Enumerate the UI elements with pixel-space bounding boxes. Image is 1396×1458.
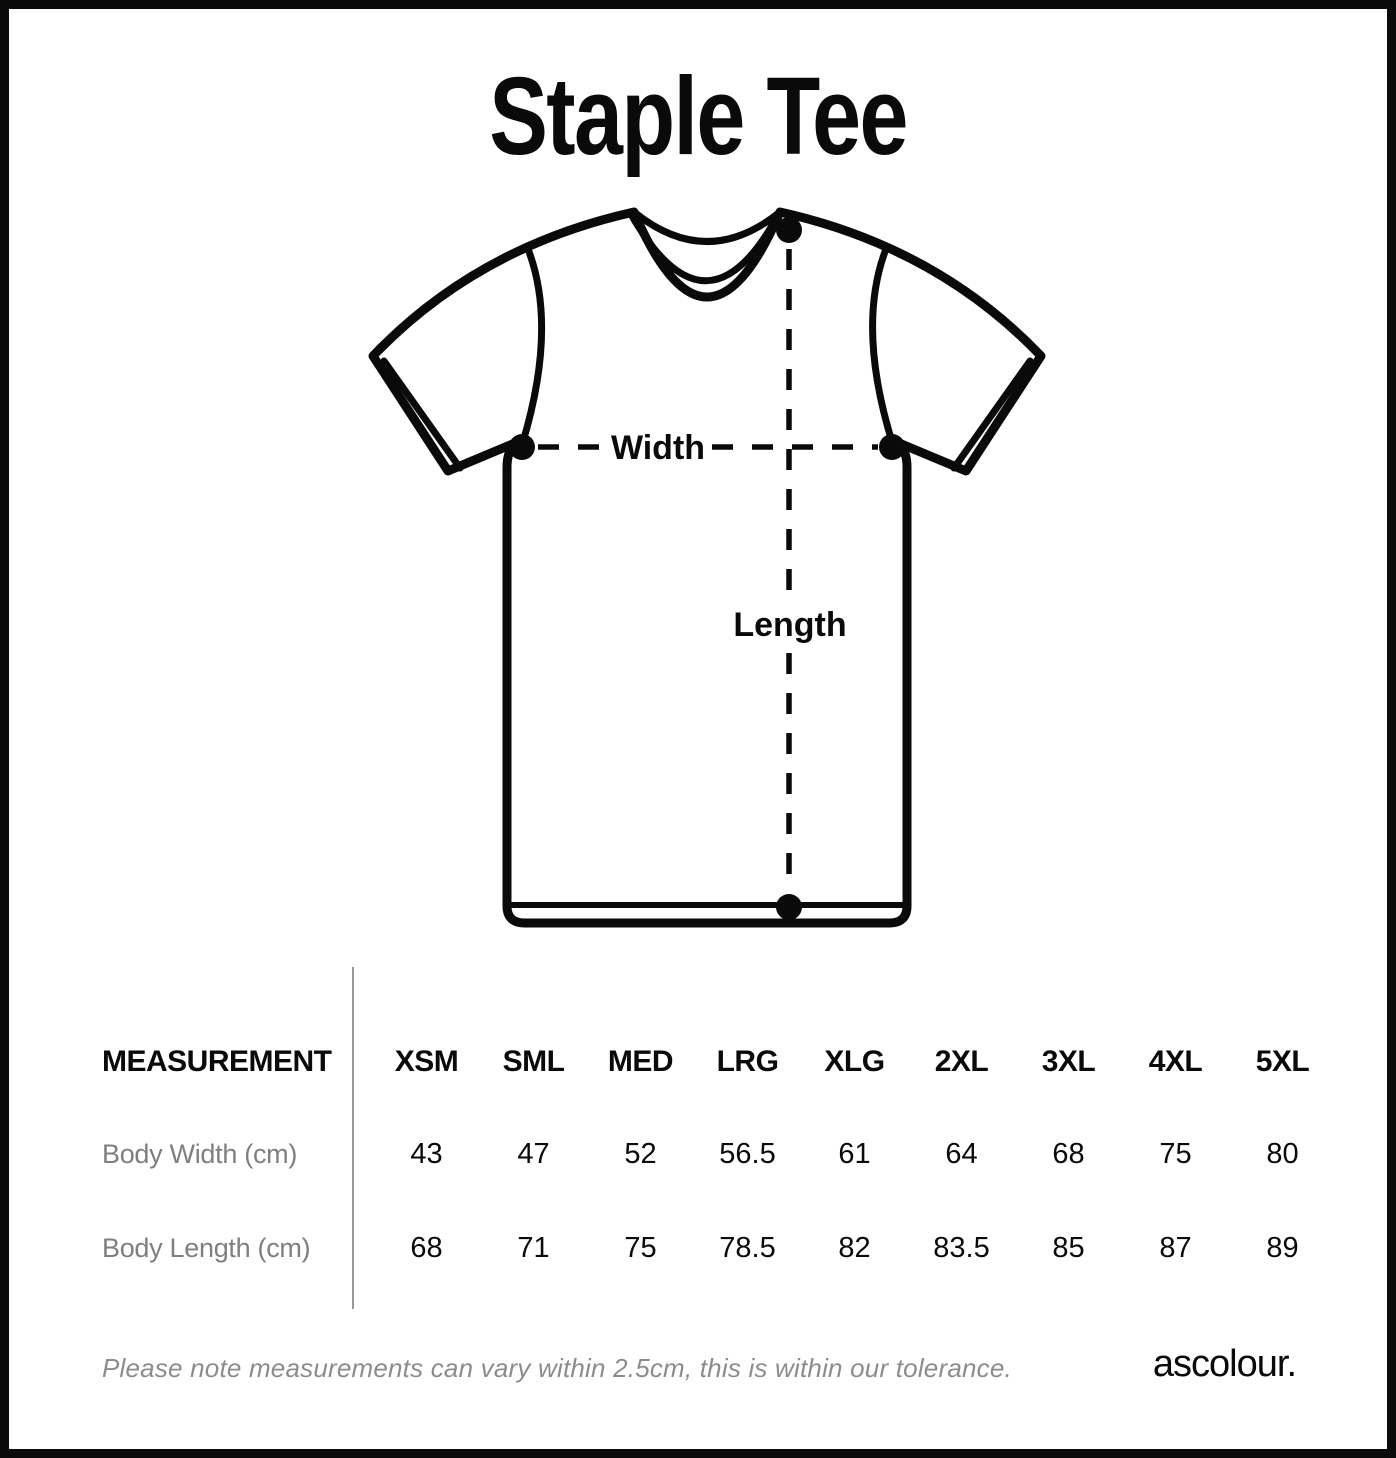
right-underarm-measure-point-dot	[879, 434, 905, 460]
size-column-header-3xl: 3XL	[1041, 1045, 1096, 1078]
tshirt-outline	[373, 212, 1041, 923]
body-length-value-xlg: 82	[838, 1231, 871, 1264]
body-length-value-sml: 71	[517, 1231, 550, 1264]
body-width-value-xlg: 61	[838, 1137, 871, 1170]
size-column-header-xlg: XLG	[824, 1045, 885, 1078]
body-width-value-med: 52	[624, 1137, 657, 1170]
size-column-header-5xl: 5XL	[1255, 1045, 1310, 1078]
left-underarm-measure-point-dot	[509, 434, 535, 460]
size-column-header-xsm: XSM	[394, 1045, 459, 1078]
body-width-value-sml: 47	[517, 1137, 550, 1170]
body-width-value-lrg: 56.5	[719, 1137, 776, 1170]
body-length-value-2xl: 83.5	[933, 1231, 990, 1264]
body-width-value-xsm: 43	[410, 1137, 443, 1170]
body-length-value-4xl: 87	[1159, 1231, 1192, 1264]
size-column-header-med: MED	[607, 1045, 674, 1078]
brand-logo: ascolour.	[1152, 1343, 1296, 1385]
body-length-value-5xl: 89	[1266, 1231, 1299, 1264]
body-width-row	[9, 1129, 1337, 1179]
body-length-row	[9, 1223, 1337, 1273]
body-length-value-lrg: 78.5	[719, 1231, 776, 1264]
size-column-header-sml: SML	[502, 1045, 565, 1078]
measurement-column-header: MEASUREMENT	[102, 1045, 332, 1078]
body-width-value-3xl: 68	[1052, 1137, 1085, 1170]
width-label: Width	[610, 429, 706, 467]
body-width-value-2xl: 64	[945, 1137, 978, 1170]
body-length-value-xsm: 68	[410, 1231, 443, 1264]
body-length-value-med: 75	[624, 1231, 657, 1264]
body-length-value-3xl: 85	[1052, 1231, 1085, 1264]
size-column-header-4xl: 4XL	[1148, 1045, 1203, 1078]
body-width-value-4xl: 75	[1159, 1137, 1192, 1170]
tolerance-note: Please note measurements can vary within 2.5cm, this is within our tolerance.	[102, 1353, 1012, 1383]
size-column-header-2xl: 2XL	[934, 1045, 989, 1078]
product-name: Staple Tee	[489, 55, 907, 178]
row-label-body-length: Body Length (cm)	[102, 1232, 311, 1263]
hem-measure-point-dot	[776, 894, 802, 920]
row-label-body-width: Body Width (cm)	[102, 1138, 298, 1169]
size-table-header-row	[9, 1037, 1337, 1087]
size-column-header-lrg: LRG	[716, 1045, 779, 1078]
neck-measure-point-dot	[776, 217, 802, 243]
length-label: Length	[733, 606, 847, 644]
collar-back-neckline	[634, 212, 780, 242]
body-width-value-5xl: 80	[1266, 1137, 1299, 1170]
